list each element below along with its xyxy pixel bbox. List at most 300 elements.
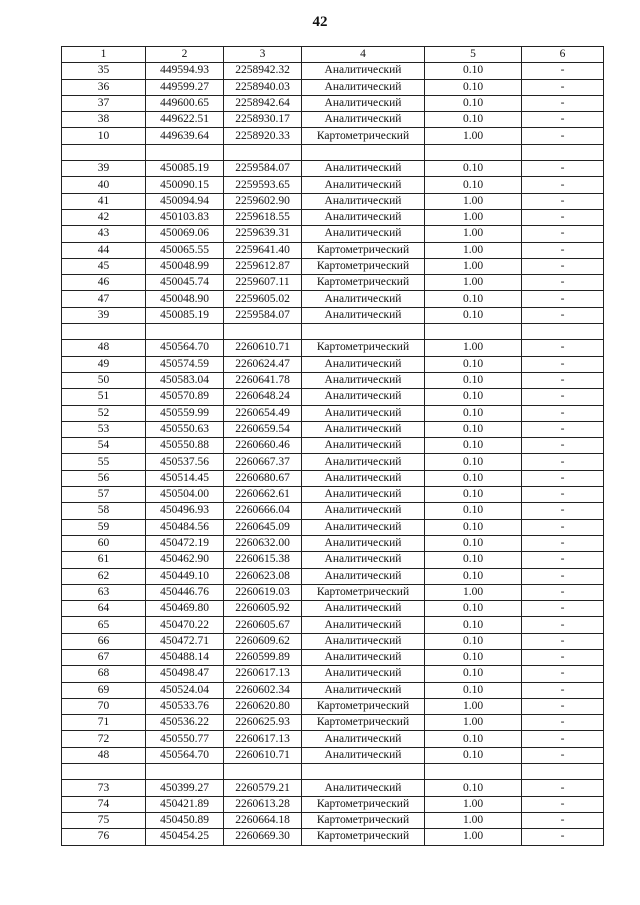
table-cell: 2260625.93 — [224, 715, 302, 731]
header-cell: 5 — [425, 47, 522, 63]
table-cell: - — [522, 519, 604, 535]
table-cell — [146, 324, 224, 340]
table-cell: 2258942.32 — [224, 63, 302, 79]
header-cell: 6 — [522, 47, 604, 63]
table-cell: - — [522, 340, 604, 356]
table-cell: 449622.51 — [146, 112, 224, 128]
table-cell: 75 — [62, 812, 146, 828]
table-cell: 59 — [62, 519, 146, 535]
table-cell — [62, 764, 146, 780]
table-row — [62, 112, 604, 128]
table-cell: 449639.64 — [146, 128, 224, 144]
table-cell: Аналитический — [302, 226, 425, 242]
table-cell: 70 — [62, 698, 146, 714]
table-cell: 2260659.54 — [224, 421, 302, 437]
table-cell: 2259639.31 — [224, 226, 302, 242]
table-cell: Аналитический — [302, 291, 425, 307]
table-cell: 450449.10 — [146, 568, 224, 584]
table-cell: - — [522, 666, 604, 682]
table-cell: 2260648.24 — [224, 389, 302, 405]
table-cell: - — [522, 112, 604, 128]
table-cell: 450090.15 — [146, 177, 224, 193]
table-cell: - — [522, 177, 604, 193]
table-cell — [224, 764, 302, 780]
table-row — [62, 487, 604, 503]
table-cell: 450574.59 — [146, 356, 224, 372]
table-row — [62, 226, 604, 242]
table-cell: 10 — [62, 128, 146, 144]
table-cell: Аналитический — [302, 307, 425, 323]
table-cell: - — [522, 487, 604, 503]
table-row — [62, 389, 604, 405]
table-cell: 44 — [62, 242, 146, 258]
table-row — [62, 291, 604, 307]
table-cell: 2260610.71 — [224, 340, 302, 356]
table-cell: 450550.88 — [146, 438, 224, 454]
table-cell: - — [522, 128, 604, 144]
table-row — [62, 568, 604, 584]
table-cell: - — [522, 226, 604, 242]
table-row — [62, 682, 604, 698]
table-cell: 54 — [62, 438, 146, 454]
table-cell: 2259607.11 — [224, 275, 302, 291]
table-cell: 1.00 — [425, 812, 522, 828]
table-cell: 2260669.30 — [224, 829, 302, 845]
table-cell: 39 — [62, 161, 146, 177]
table-cell: 68 — [62, 666, 146, 682]
table-cell: - — [522, 389, 604, 405]
table-cell: 45 — [62, 258, 146, 274]
table-cell: 56 — [62, 470, 146, 486]
table-cell: - — [522, 372, 604, 388]
table-row — [62, 780, 604, 796]
table-cell: Аналитический — [302, 747, 425, 763]
table-cell: 450472.71 — [146, 633, 224, 649]
table-cell: - — [522, 535, 604, 551]
table-cell: Аналитический — [302, 63, 425, 79]
table-cell: 43 — [62, 226, 146, 242]
table-cell: Аналитический — [302, 633, 425, 649]
table-cell: Аналитический — [302, 356, 425, 372]
table-cell: Картометрический — [302, 715, 425, 731]
table-cell — [302, 144, 425, 160]
table-cell: 0.10 — [425, 356, 522, 372]
table-cell: 0.10 — [425, 372, 522, 388]
table-cell: 2260654.49 — [224, 405, 302, 421]
table-row — [62, 552, 604, 568]
table-cell: Аналитический — [302, 519, 425, 535]
table-cell: 0.10 — [425, 633, 522, 649]
table-row — [62, 731, 604, 747]
table-cell: - — [522, 503, 604, 519]
table-cell: - — [522, 95, 604, 111]
table-row — [62, 438, 604, 454]
table-cell: Аналитический — [302, 95, 425, 111]
table-cell: 2260605.67 — [224, 617, 302, 633]
table-cell: 62 — [62, 568, 146, 584]
table-cell: Аналитический — [302, 649, 425, 665]
table-row — [62, 95, 604, 111]
table-cell: 0.10 — [425, 682, 522, 698]
table-cell: 60 — [62, 535, 146, 551]
table-cell: 1.00 — [425, 193, 522, 209]
table-cell: 0.10 — [425, 552, 522, 568]
table-row — [62, 209, 604, 225]
coordinates-table-body — [62, 47, 604, 846]
table-cell: 450559.99 — [146, 405, 224, 421]
table-cell: Аналитический — [302, 112, 425, 128]
table-cell: 53 — [62, 421, 146, 437]
table-cell: 74 — [62, 796, 146, 812]
table-cell: 55 — [62, 454, 146, 470]
table-cell: - — [522, 715, 604, 731]
table-cell: 0.10 — [425, 780, 522, 796]
table-row — [62, 584, 604, 600]
table-cell: 2260609.62 — [224, 633, 302, 649]
table-cell: 2260662.61 — [224, 487, 302, 503]
table-cell: 64 — [62, 601, 146, 617]
table-cell: 449594.93 — [146, 63, 224, 79]
table-cell: - — [522, 161, 604, 177]
table-cell: Картометрический — [302, 340, 425, 356]
table-cell: 2260617.13 — [224, 666, 302, 682]
table-cell: - — [522, 698, 604, 714]
table-cell — [146, 144, 224, 160]
table-row — [62, 275, 604, 291]
table-cell: 58 — [62, 503, 146, 519]
table-cell: 0.10 — [425, 421, 522, 437]
table-cell: - — [522, 291, 604, 307]
table-cell: 2260602.34 — [224, 682, 302, 698]
table-cell: 36 — [62, 79, 146, 95]
table-cell — [62, 144, 146, 160]
table-cell: Аналитический — [302, 601, 425, 617]
table-cell: 0.10 — [425, 112, 522, 128]
table-cell: Аналитический — [302, 535, 425, 551]
table-cell: 450045.74 — [146, 275, 224, 291]
table-cell: 450421.89 — [146, 796, 224, 812]
table-cell: 2260624.47 — [224, 356, 302, 372]
table-cell: 39 — [62, 307, 146, 323]
table-cell: 1.00 — [425, 275, 522, 291]
table-cell: 2260632.00 — [224, 535, 302, 551]
table-cell: 2260641.78 — [224, 372, 302, 388]
table-cell: 2260620.80 — [224, 698, 302, 714]
table-cell: - — [522, 421, 604, 437]
table-cell: 450450.89 — [146, 812, 224, 828]
table-cell: 51 — [62, 389, 146, 405]
table-row — [62, 649, 604, 665]
table-cell: 2260579.21 — [224, 780, 302, 796]
table-cell — [224, 324, 302, 340]
table-cell: Аналитический — [302, 79, 425, 95]
table-cell: 450570.89 — [146, 389, 224, 405]
table-cell: 2260615.38 — [224, 552, 302, 568]
table-cell: Картометрический — [302, 128, 425, 144]
table-cell: 450446.76 — [146, 584, 224, 600]
table-cell: 2259593.65 — [224, 177, 302, 193]
table-row — [62, 242, 604, 258]
table-cell: Картометрический — [302, 275, 425, 291]
coordinates-table — [61, 46, 604, 846]
table-cell: Аналитический — [302, 389, 425, 405]
table-cell: - — [522, 633, 604, 649]
table-row — [62, 421, 604, 437]
table-cell: 0.10 — [425, 731, 522, 747]
table-cell: 0.10 — [425, 389, 522, 405]
table-cell: 2258920.33 — [224, 128, 302, 144]
table-cell: 2259602.90 — [224, 193, 302, 209]
table-cell: 450472.19 — [146, 535, 224, 551]
table-cell: - — [522, 258, 604, 274]
table-cell: 0.10 — [425, 666, 522, 682]
table-cell — [425, 764, 522, 780]
table-cell: Картометрический — [302, 242, 425, 258]
header-cell: 2 — [146, 47, 224, 63]
table-cell: 72 — [62, 731, 146, 747]
table-cell: 63 — [62, 584, 146, 600]
table-row — [62, 193, 604, 209]
table-cell: 450469.80 — [146, 601, 224, 617]
table-row — [62, 503, 604, 519]
table-row — [62, 324, 604, 340]
table-cell: 450504.00 — [146, 487, 224, 503]
table-cell: Аналитический — [302, 209, 425, 225]
table-cell: 450399.27 — [146, 780, 224, 796]
table-cell: 450454.25 — [146, 829, 224, 845]
table-cell: 450103.83 — [146, 209, 224, 225]
table-cell: Аналитический — [302, 568, 425, 584]
table-cell: 0.10 — [425, 79, 522, 95]
table-cell: Аналитический — [302, 617, 425, 633]
table-cell: 0.10 — [425, 63, 522, 79]
table-cell: 2259584.07 — [224, 307, 302, 323]
table-cell: 49 — [62, 356, 146, 372]
table-cell: 0.10 — [425, 649, 522, 665]
table-cell: 0.10 — [425, 405, 522, 421]
table-cell: 450094.94 — [146, 193, 224, 209]
table-row — [62, 79, 604, 95]
table-cell: 1.00 — [425, 242, 522, 258]
table-cell: 2260619.03 — [224, 584, 302, 600]
table-cell: 57 — [62, 487, 146, 503]
table-cell: 450524.04 — [146, 682, 224, 698]
header-cell: 4 — [302, 47, 425, 63]
table-cell: Аналитический — [302, 421, 425, 437]
table-row — [62, 63, 604, 79]
table-cell: 1.00 — [425, 715, 522, 731]
table-cell: 66 — [62, 633, 146, 649]
table-cell: 0.10 — [425, 487, 522, 503]
table-cell: - — [522, 275, 604, 291]
table-cell: 69 — [62, 682, 146, 698]
table-cell: Картометрический — [302, 829, 425, 845]
table-cell — [425, 324, 522, 340]
table-row — [62, 161, 604, 177]
table-cell: - — [522, 454, 604, 470]
table-cell: - — [522, 307, 604, 323]
table-cell: Аналитический — [302, 503, 425, 519]
table-cell: 67 — [62, 649, 146, 665]
table-row — [62, 698, 604, 714]
table-row — [62, 144, 604, 160]
table-cell: 450550.63 — [146, 421, 224, 437]
table-cell: 38 — [62, 112, 146, 128]
table-cell: 0.10 — [425, 95, 522, 111]
table-cell: 73 — [62, 780, 146, 796]
table-cell: Картометрический — [302, 258, 425, 274]
table-row — [62, 307, 604, 323]
table-cell: 2258942.64 — [224, 95, 302, 111]
table-cell: Аналитический — [302, 552, 425, 568]
table-cell: 449599.27 — [146, 79, 224, 95]
table-cell: 450564.70 — [146, 747, 224, 763]
table-cell: 1.00 — [425, 209, 522, 225]
table-row — [62, 372, 604, 388]
table-cell: 2260667.37 — [224, 454, 302, 470]
table-cell: 450488.14 — [146, 649, 224, 665]
table-cell: 450498.47 — [146, 666, 224, 682]
table-row — [62, 601, 604, 617]
table-cell: 2260680.67 — [224, 470, 302, 486]
table-row — [62, 356, 604, 372]
table-cell: 450470.22 — [146, 617, 224, 633]
table-cell: 450065.55 — [146, 242, 224, 258]
table-cell: Аналитический — [302, 731, 425, 747]
table-row — [62, 633, 604, 649]
table-cell: - — [522, 405, 604, 421]
table-cell — [302, 324, 425, 340]
table-cell: 1.00 — [425, 340, 522, 356]
table-cell: 65 — [62, 617, 146, 633]
table-cell: 1.00 — [425, 128, 522, 144]
table-cell: 1.00 — [425, 796, 522, 812]
table-cell: 450550.77 — [146, 731, 224, 747]
table-cell: - — [522, 812, 604, 828]
table-row — [62, 617, 604, 633]
table-cell: 0.10 — [425, 519, 522, 535]
table-cell: 450496.93 — [146, 503, 224, 519]
table-cell: 2259584.07 — [224, 161, 302, 177]
table-cell: - — [522, 356, 604, 372]
table-cell: 450048.99 — [146, 258, 224, 274]
table-row — [62, 829, 604, 845]
table-cell: - — [522, 193, 604, 209]
table-cell: Картометрический — [302, 796, 425, 812]
table-cell: 2260666.04 — [224, 503, 302, 519]
table-cell: 0.10 — [425, 307, 522, 323]
table-cell: - — [522, 552, 604, 568]
table-cell: 42 — [62, 209, 146, 225]
table-cell: 2258930.17 — [224, 112, 302, 128]
table-cell: 0.10 — [425, 470, 522, 486]
table-cell: 450048.90 — [146, 291, 224, 307]
table-cell: 1.00 — [425, 258, 522, 274]
table-cell — [302, 764, 425, 780]
table-cell: 450462.90 — [146, 552, 224, 568]
table-cell: Аналитический — [302, 161, 425, 177]
table-cell: 76 — [62, 829, 146, 845]
table-cell: 2260623.08 — [224, 568, 302, 584]
table-cell: Картометрический — [302, 812, 425, 828]
table-row — [62, 666, 604, 682]
table-cell: 450533.76 — [146, 698, 224, 714]
table-cell: 2260610.71 — [224, 747, 302, 763]
table-cell: 47 — [62, 291, 146, 307]
table-row — [62, 177, 604, 193]
table-cell: Аналитический — [302, 487, 425, 503]
table-cell: - — [522, 568, 604, 584]
table-cell: 0.10 — [425, 617, 522, 633]
table-cell: - — [522, 747, 604, 763]
header-cell: 1 — [62, 47, 146, 63]
table-cell: 0.10 — [425, 568, 522, 584]
table-cell: 2260645.09 — [224, 519, 302, 535]
table-cell: 0.10 — [425, 177, 522, 193]
table-row — [62, 128, 604, 144]
table-cell: 40 — [62, 177, 146, 193]
table-cell: 2260605.92 — [224, 601, 302, 617]
table-cell: 35 — [62, 63, 146, 79]
table-row — [62, 796, 604, 812]
table-cell: 450564.70 — [146, 340, 224, 356]
table-cell: - — [522, 731, 604, 747]
table-cell: 2258940.03 — [224, 79, 302, 95]
table-cell: 450537.56 — [146, 454, 224, 470]
table-row — [62, 747, 604, 763]
table-cell: Аналитический — [302, 372, 425, 388]
table-cell: 2259605.02 — [224, 291, 302, 307]
table-cell: 0.10 — [425, 535, 522, 551]
table-cell: - — [522, 682, 604, 698]
table-cell: - — [522, 63, 604, 79]
table-cell: 2260660.46 — [224, 438, 302, 454]
table-cell: 1.00 — [425, 698, 522, 714]
table-cell: 449600.65 — [146, 95, 224, 111]
table-cell: Аналитический — [302, 405, 425, 421]
table-cell: - — [522, 242, 604, 258]
table-cell: - — [522, 649, 604, 665]
table-cell: 1.00 — [425, 829, 522, 845]
table-row — [62, 405, 604, 421]
table-cell: 2260613.28 — [224, 796, 302, 812]
table-cell: 2259641.40 — [224, 242, 302, 258]
table-cell: Аналитический — [302, 193, 425, 209]
table-cell: 2260617.13 — [224, 731, 302, 747]
table-cell: 450514.45 — [146, 470, 224, 486]
table-cell: 0.10 — [425, 454, 522, 470]
table-cell: Аналитический — [302, 666, 425, 682]
table-cell: 0.10 — [425, 291, 522, 307]
table-cell: 1.00 — [425, 584, 522, 600]
table-cell: 0.10 — [425, 161, 522, 177]
table-cell: 0.10 — [425, 503, 522, 519]
table-cell: 71 — [62, 715, 146, 731]
table-cell: 450484.56 — [146, 519, 224, 535]
table-cell — [522, 144, 604, 160]
table-cell — [224, 144, 302, 160]
table-cell: Картометрический — [302, 698, 425, 714]
table-row — [62, 258, 604, 274]
table-cell — [425, 144, 522, 160]
table-row — [62, 340, 604, 356]
table-cell: - — [522, 470, 604, 486]
table-cell: Аналитический — [302, 780, 425, 796]
table-cell: 2260664.18 — [224, 812, 302, 828]
table-cell: - — [522, 829, 604, 845]
table-cell: 450085.19 — [146, 161, 224, 177]
table-cell: 450069.06 — [146, 226, 224, 242]
